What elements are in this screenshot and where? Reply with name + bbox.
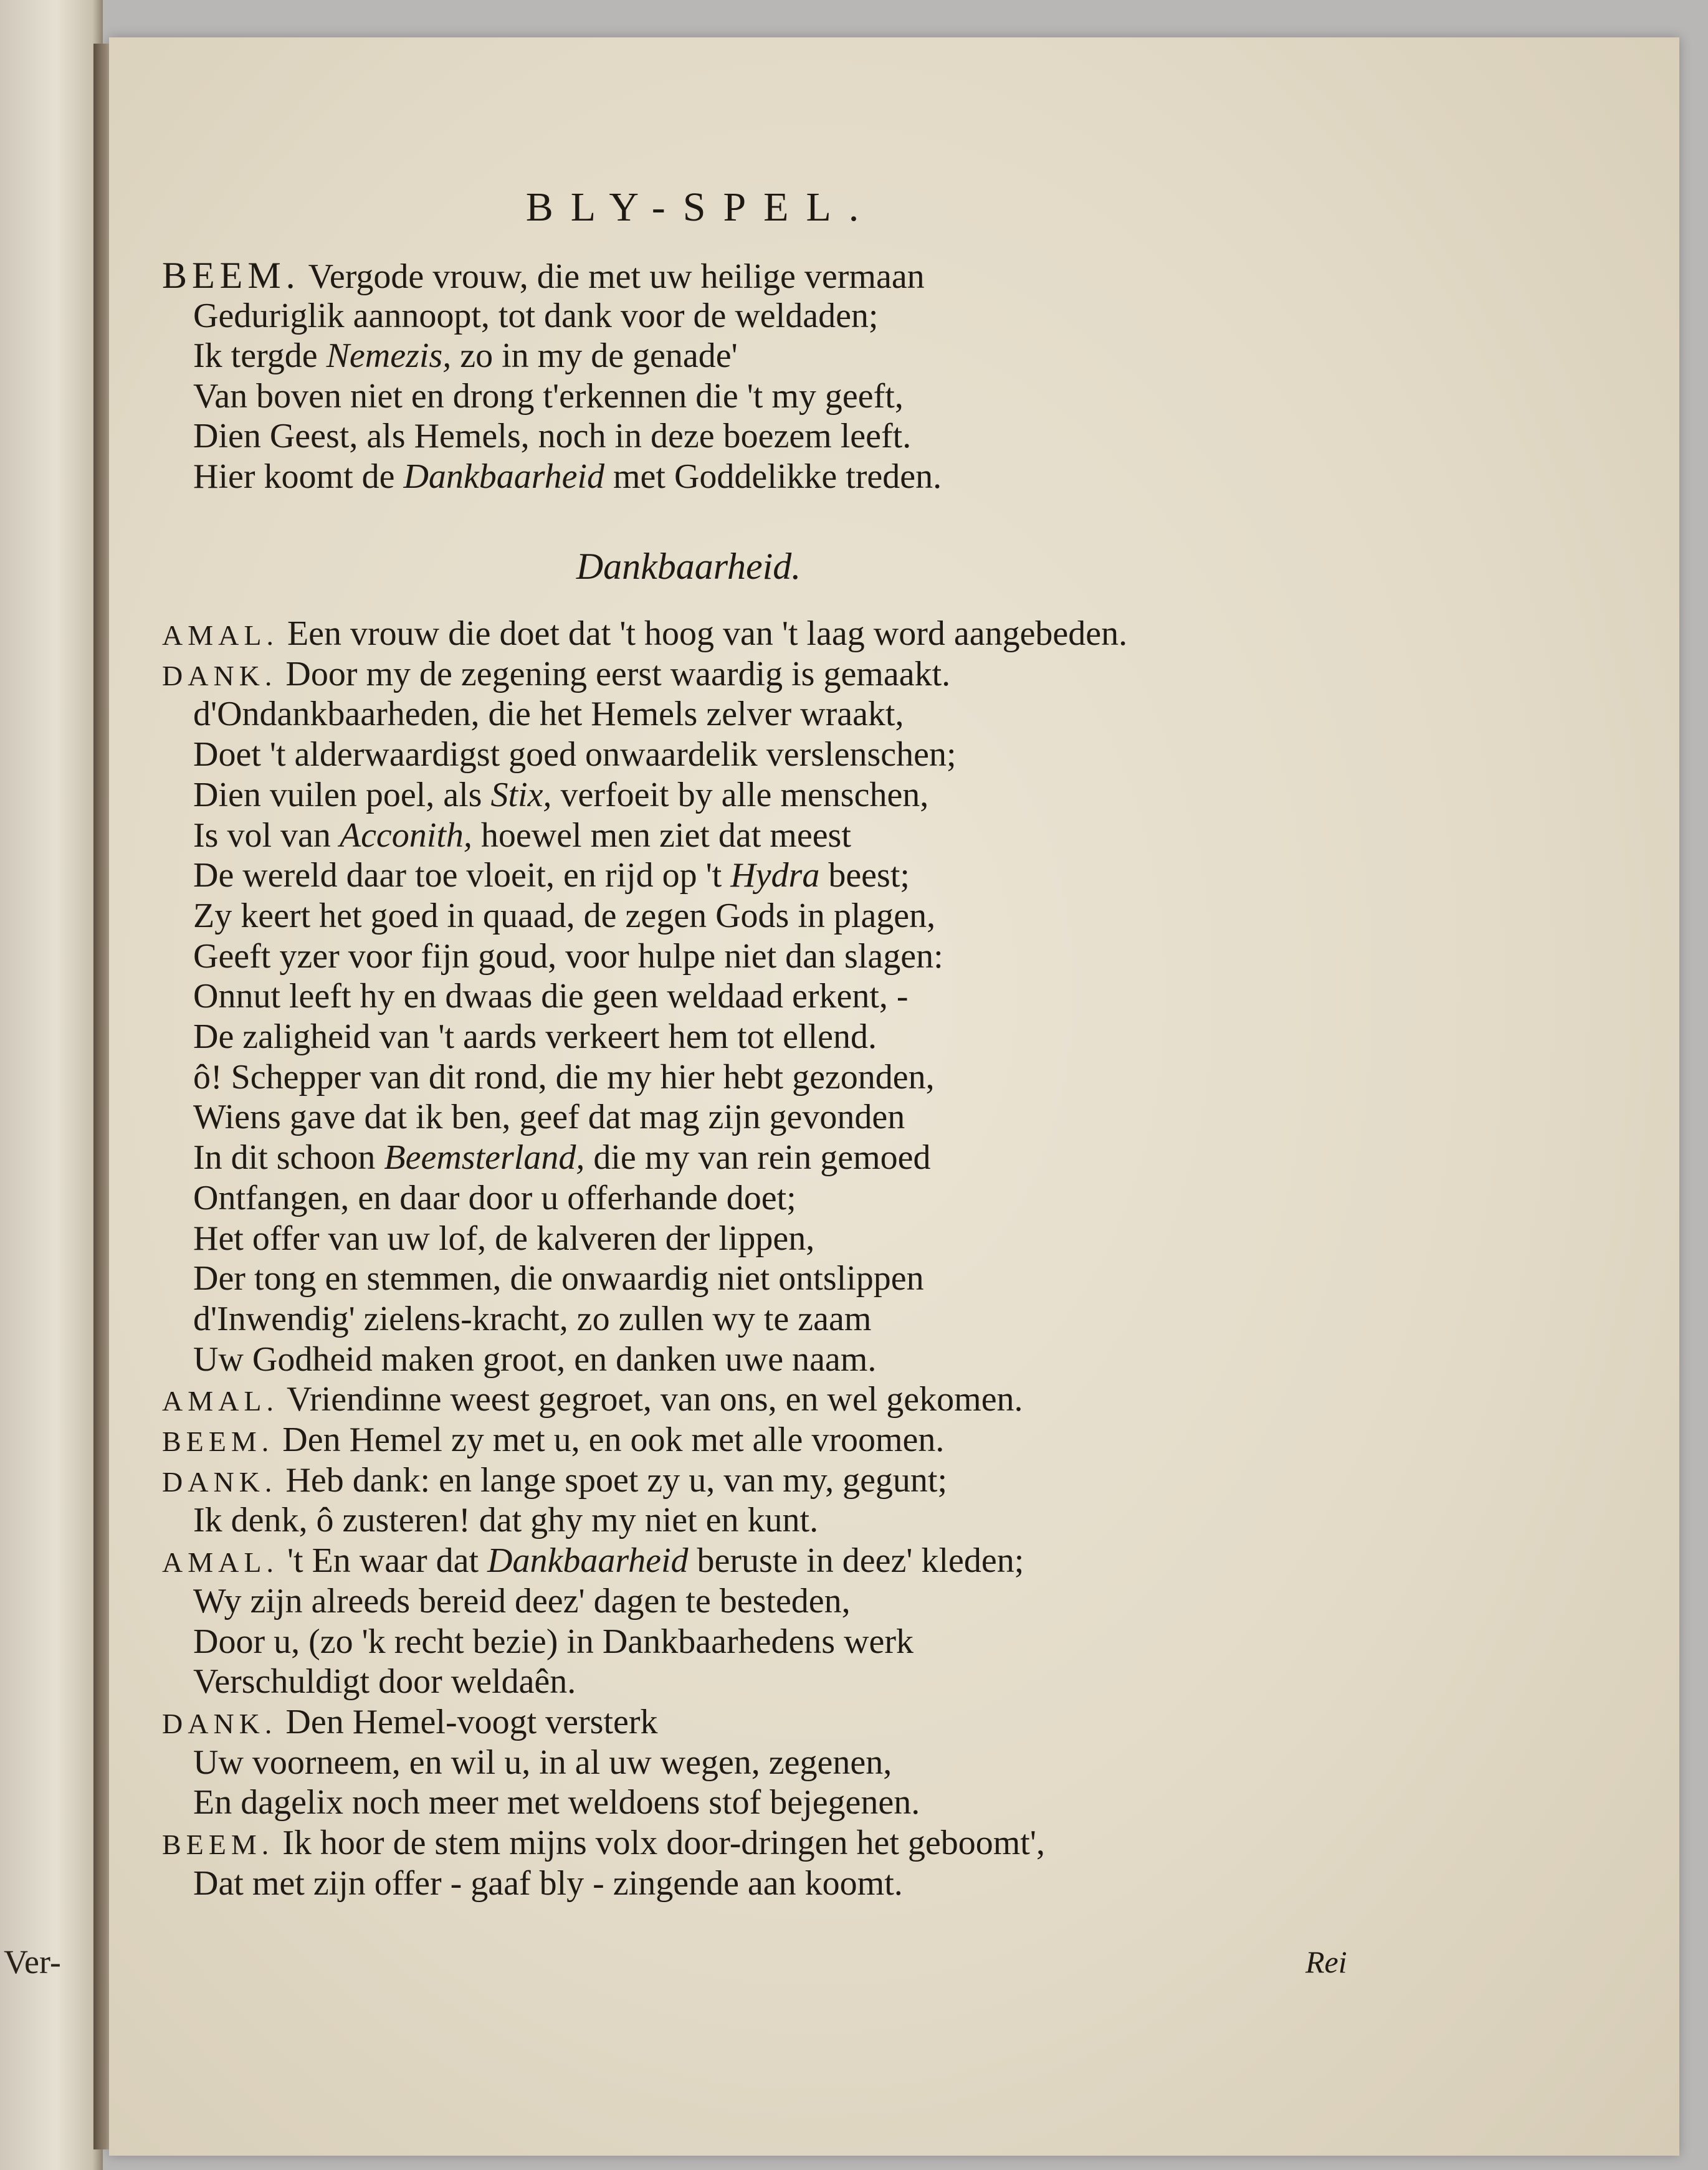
verse-line xyxy=(193,1622,914,1662)
verse-text: die my van rein gemoed xyxy=(584,1138,931,1178)
italic-name: Dankbaarheid xyxy=(487,1541,689,1581)
italic-name: Acconith, xyxy=(339,816,472,855)
verse-text: Een vrouw die doet dat 't hoog van 't laag word aangebeden. xyxy=(278,614,1128,653)
verse-text: Doet 't alderwaardigst goed onwaardelik verslenschen; xyxy=(193,735,957,774)
speaker-name: BEEM. xyxy=(162,255,300,296)
verse-text: Vriendinne weest gegroet, van ons, en wel gekomen. xyxy=(278,1380,1023,1419)
verse-line xyxy=(193,336,738,376)
verse-text: Den Hemel-voogt versterk xyxy=(277,1702,658,1741)
verse-line xyxy=(162,1379,1023,1421)
verse-line xyxy=(193,1178,796,1218)
verse-text: Onnut leeft hy en dwaas die geen weldaad erkent, - xyxy=(193,977,909,1016)
verse-line xyxy=(193,1743,892,1782)
verse-text: 't En waar dat xyxy=(278,1541,488,1581)
verse-line xyxy=(193,896,935,936)
verse-line xyxy=(193,1782,920,1822)
verse-text: Heb dank: en lange spoet zy u, van my, gegunt; xyxy=(277,1460,948,1500)
verse-text: Vergode vrouw, die met uw heilige vermaan xyxy=(300,257,925,296)
verse-text: Den Hemel zy met u, en ook met alle vroomen. xyxy=(274,1420,945,1459)
verse-line xyxy=(193,1299,871,1339)
verse-text: hoewel men ziet dat meest xyxy=(472,816,851,855)
italic-name: Nemezis, xyxy=(326,336,452,375)
verse-line xyxy=(193,1097,905,1137)
verse-text: Is vol van xyxy=(193,816,340,855)
verse-text: Dat met zijn offer - gaaf bly - zingende aan koomt. xyxy=(193,1863,903,1903)
verse-line xyxy=(193,735,957,774)
verse-text: Zy keert het goed in quaad, de zegen Gods in plagen, xyxy=(193,896,936,935)
verse-line xyxy=(193,376,904,416)
verse-text: verfoeit by alle menschen, xyxy=(551,775,929,814)
verse-text: beruste in deez' kleden; xyxy=(688,1541,1024,1581)
verse-text: In dit schoon xyxy=(193,1138,384,1178)
verse-text: Geduriglik aannoopt, tot dank voor de weldaden; xyxy=(193,296,879,335)
section-heading: Dankbaarheid. xyxy=(576,546,801,587)
verse-text: Der tong en stemmen, die onwaardig niet ontslippen xyxy=(193,1259,924,1298)
verse-line xyxy=(193,816,851,855)
italic-name: Hydra xyxy=(730,856,820,895)
left-page-catchword: Ver- xyxy=(4,1943,61,1981)
verse-text: Uw Godheid maken groot, en danken uwe naam. xyxy=(193,1340,877,1379)
verse-line xyxy=(193,976,909,1016)
verse-line xyxy=(193,1017,877,1057)
speaker-name: DANK. xyxy=(162,659,277,692)
verse-text: Het offer van uw lof, de kalveren der lippen, xyxy=(193,1219,815,1258)
italic-name: Beemsterland, xyxy=(384,1138,585,1178)
catchword: Rei xyxy=(1305,1944,1347,1979)
speaker-name: AMAL. xyxy=(162,1385,279,1417)
verse-line xyxy=(193,1863,903,1903)
speaker-name: BEEM. xyxy=(162,1829,274,1860)
verse-text: Ik hoor de stem mijns volx door-dringen het geboomt', xyxy=(274,1824,1045,1862)
verse-text: ô! Schepper van dit rond, die my hier hebt gezonden, xyxy=(193,1057,935,1097)
running-header: BLY-SPEL. xyxy=(525,184,877,230)
italic-name: Dankbaarheid xyxy=(403,457,604,496)
verse-line xyxy=(162,255,925,297)
verse-line xyxy=(162,1823,1045,1865)
left-page-edge xyxy=(0,0,103,2170)
verse-text: Door my de zegening eerst waardig is gemaakt. xyxy=(277,654,951,693)
book-page xyxy=(109,37,1679,2156)
verse-text: En dagelix noch meer met weldoens stof bejegenen. xyxy=(193,1783,920,1822)
verse-line xyxy=(162,1420,944,1462)
speaker-name: BEEM. xyxy=(162,1425,274,1457)
verse-line xyxy=(193,694,904,734)
verse-line xyxy=(193,1581,851,1621)
verse-text: d'Inwendig' zielens-kracht, zo zullen wy te zaam xyxy=(193,1299,872,1338)
speaker-name: AMAL. xyxy=(162,1546,279,1579)
verse-text: beest; xyxy=(819,856,910,895)
speaker-name: DANK. xyxy=(162,1707,277,1739)
verse-line xyxy=(193,296,879,336)
verse-text: met Goddelikke treden. xyxy=(604,457,942,496)
verse-text: Hier koomt de xyxy=(193,457,404,496)
verse-text: zo in my de genade' xyxy=(451,336,738,375)
verse-text: Dien vuilen poel, als xyxy=(193,775,491,814)
verse-text: De wereld daar toe vloeit, en rijd op 't xyxy=(193,856,731,895)
verse-line xyxy=(162,614,1127,655)
verse-line xyxy=(162,1460,947,1502)
verse-text: Van boven niet en drong t'erkennen die 't my geeft, xyxy=(193,376,904,416)
verse-line xyxy=(193,1138,931,1178)
verse-line xyxy=(193,1219,814,1259)
verse-text: d'Ondankbaarheden, die het Hemels zelver wraakt, xyxy=(193,695,904,734)
verse-line xyxy=(162,654,950,696)
verse-line xyxy=(193,1340,876,1379)
verse-line xyxy=(193,1259,924,1298)
verse-line xyxy=(193,1057,935,1097)
verse-text: Ik denk, ô zusteren! dat ghy my niet en kunt. xyxy=(193,1501,819,1540)
verse-line xyxy=(193,457,942,497)
verse-text: Geeft yzer voor fijn goud, voor hulpe niet dan slagen: xyxy=(193,936,943,976)
verse-line xyxy=(193,936,943,976)
verse-text: Door u, (zo 'k recht bezie) in Dankbaarhedens werk xyxy=(193,1622,914,1661)
speaker-name: AMAL. xyxy=(162,619,279,651)
verse-line xyxy=(193,1500,818,1540)
verse-text: Verschuldigt door weldaên. xyxy=(193,1662,576,1701)
verse-text: Uw voorneem, en wil u, in al uw wegen, zegenen, xyxy=(193,1743,892,1782)
verse-line xyxy=(162,1702,658,1744)
italic-name: Stix, xyxy=(490,775,552,814)
verse-text: Wy zijn alreeds bereid deez' dagen te besteden, xyxy=(193,1581,851,1620)
verse-line xyxy=(193,775,928,815)
verse-text: Ontfangen, en daar door u offerhande doet; xyxy=(193,1178,796,1217)
verse-text: De zaligheid van 't aards verkeert hem tot ellend. xyxy=(193,1017,877,1056)
verse-text: Wiens gave dat ik ben, geef dat mag zijn gevonden xyxy=(193,1098,905,1137)
verse-line xyxy=(193,416,911,456)
verse-line xyxy=(193,855,910,895)
verse-text: Dien Geest, als Hemels, noch in deze boezem leeft. xyxy=(193,417,912,455)
verse-line xyxy=(162,1541,1024,1582)
verse-text: Ik tergde xyxy=(193,336,327,375)
speaker-name: DANK. xyxy=(162,1465,277,1498)
verse-line xyxy=(193,1662,576,1701)
